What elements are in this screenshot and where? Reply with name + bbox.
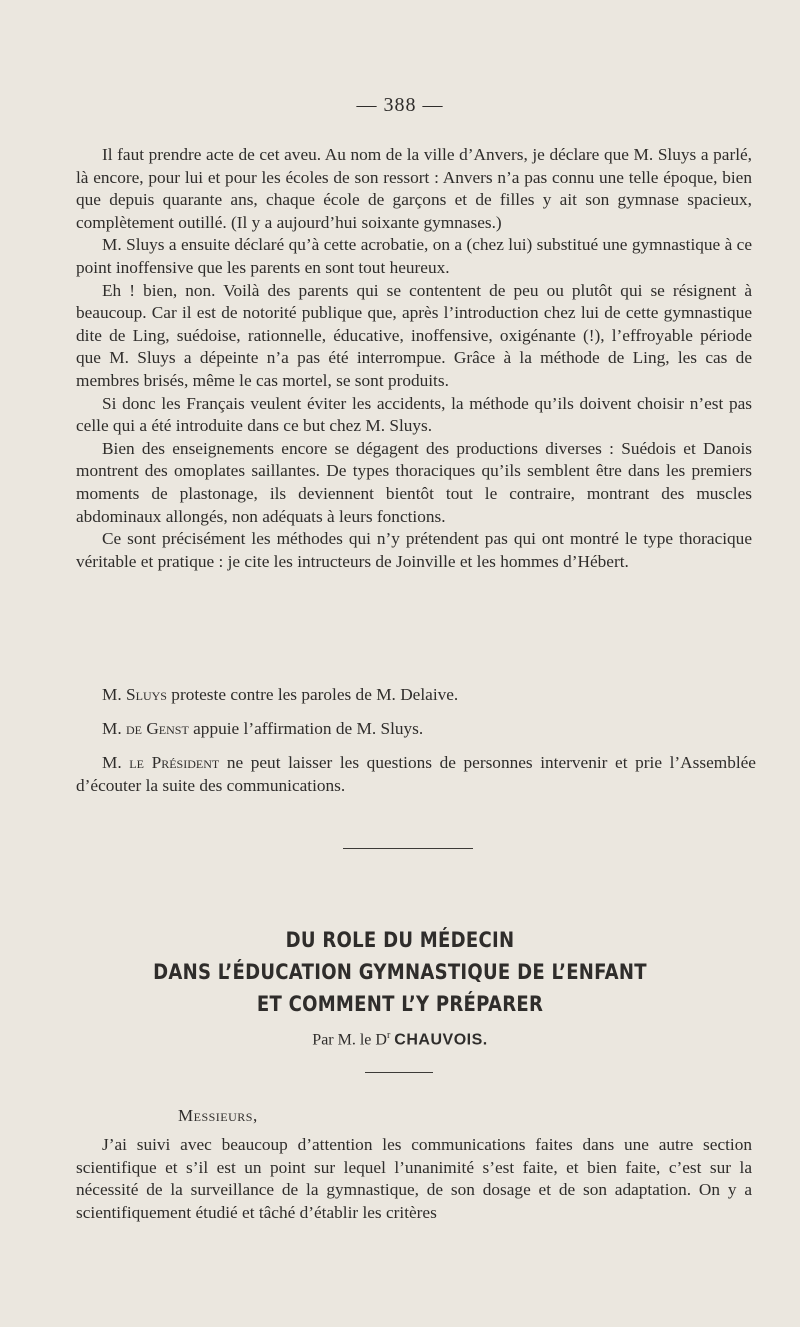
speaker-name: M. le Président <box>102 753 220 772</box>
byline <box>0 1030 800 1049</box>
author-name: CHAUVOIS. <box>394 1031 488 1049</box>
intervention-text: ne peut laisser les questions de personnes intervenir et prie l’Assemblée d’écouter la suite des communications. <box>76 753 756 795</box>
speaker-name: M. de Genst <box>102 719 189 738</box>
speaker-name: M. Sluys <box>102 685 167 704</box>
top-text-block <box>76 144 752 573</box>
title-line: DU ROLE DU MÉDECIN <box>285 928 515 952</box>
intervention <box>76 684 756 707</box>
byline-sup: r <box>386 1030 391 1041</box>
paragraph: J’ai suivi avec beaucoup d’attention les communications faites dans une autre section scientifique et s’il est un point sur lequel l’unanimité s’est faite, et bien faite, c’est sur la nécessité de la surveillance de la gymnastique, de son dosage et de son adaptation. On y a scientifiquement étudié et tâché d’établir les critères <box>76 1135 752 1222</box>
intervention <box>76 718 756 741</box>
paragraph: Ce sont précisément les méthodes qui n’y prétendent pas qui ont montré le type thoracique véritable et pratique : je cite les intructeurs de Joinville et les hommes d’Hébert. <box>76 529 752 571</box>
paragraph: M. Sluys a ensuite déclaré qu’à cette acrobatie, on a (chez lui) substitué une gymnastique à ce point inoffensive que les parents en sont tout heureux. <box>76 235 752 277</box>
paragraph: Eh ! bien, non. Voilà des parents qui se contentent de peu ou plutôt qui se résignent à beaucoup. Car il est de notorité publique que, après l’introduction chez lui de cette gymnastique dite de Ling, suédoise, rationnelle, éducative, inoffensive, oxigénante (!), l’effroyable période que M. Sluys a dépeinte n’a pas été interrompue. Grâce à la méthode de Ling, les cas de membres brisés, même le cas mortel, se sont produits. <box>76 280 752 390</box>
salutation: Messieurs, <box>178 1106 258 1125</box>
paragraph: Si donc les Français veulent éviter les accidents, la méthode qu’ils doivent choisir n’est pas celle qui a été introduite dans ce but chez M. Sluys. <box>76 393 752 436</box>
section-divider <box>343 848 473 849</box>
title-line: ET COMMENT L’Y PRÉPARER <box>256 992 544 1016</box>
intervention-text: proteste contre les paroles de M. Delaive. <box>171 685 459 704</box>
paragraph: Il faut prendre acte de cet aveu. Au nom de la ville d’Anvers, je déclare que M. Sluys a parlé, là encore, pour lui et pour les écoles de son ressort : Anvers n’a pas connu une telle époque, bien que depuis quarante ans, chaque école de garçons et de filles y ait son gymnase spacieux, complètement outillé. (Il y a aujourd’hui soixante gymnases.) <box>76 145 752 232</box>
byline-prefix: Par M. le D <box>312 1031 387 1049</box>
page-number: — 388 — <box>356 94 444 116</box>
intervention <box>76 752 756 797</box>
intervention-text: appuie l’affirmation de M. Sluys. <box>193 719 424 738</box>
title-divider <box>365 1072 433 1073</box>
article-title <box>56 924 744 1020</box>
title-line: DANS L’ÉDUCATION GYMNASTIQUE DE L’ENFANT <box>153 960 647 984</box>
bottom-text-block <box>76 1134 752 1224</box>
paragraph: Bien des enseignements encore se dégagent des productions diverses : Suédois et Danois montrent des omoplates saillantes. De types thoraciques qu’ils semblent être dans les premiers moments de plastonage, ils deviennent bientôt tout le contraire, montrant des muscles abdominaux allongés, non adéquats à leurs fonctions. <box>76 438 752 526</box>
